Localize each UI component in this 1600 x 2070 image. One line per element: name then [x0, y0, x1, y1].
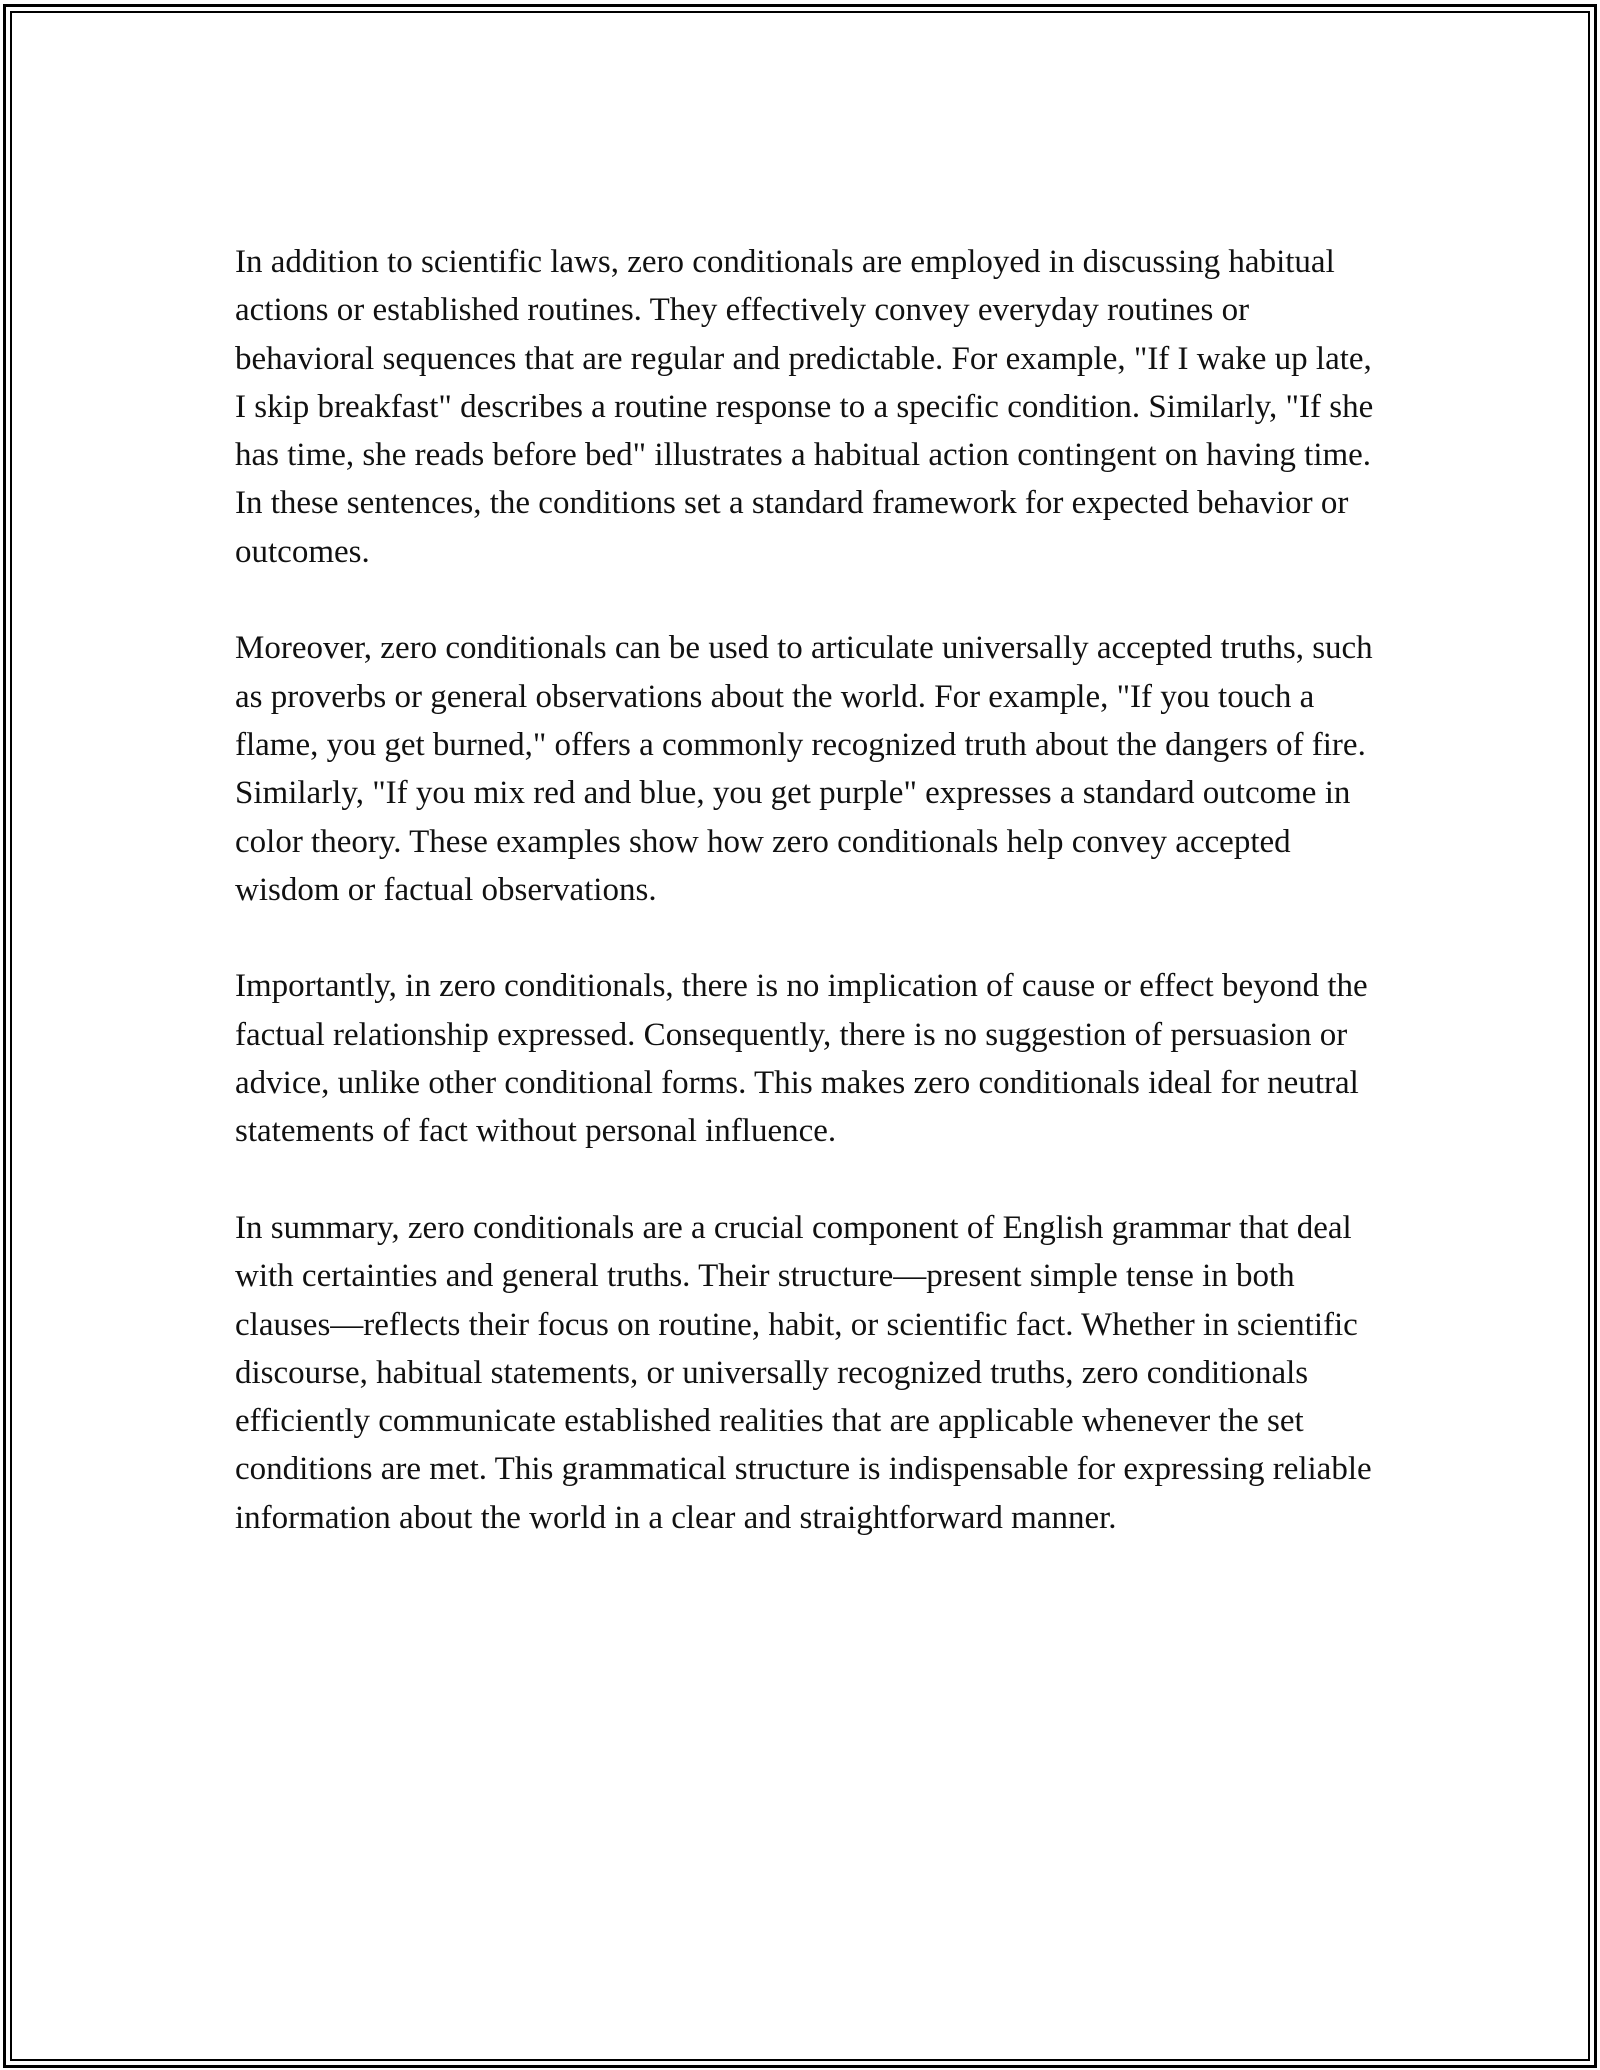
paragraph-universal-truths: Moreover, zero conditionals can be used to articulate universally accepted truths, such as proverbs or general observations about the world. For example, "If you touch a flame, you get burned," offers a commonly recognized truth about the dangers of fire. Similarly, "If you mix red and blue, you get purple" expresses a standard outcome in color theory. These examples show how zero conditionals help convey accepted wisdom or factual observations. — [235, 630, 1373, 908]
paragraph-summary: In summary, zero conditionals are a crucial component of English grammar that deal with certainties and general truths. Their structure—present simple tense in both clauses—reflects their focus on routine, habit, or scientific fact. Whether in scientific discourse, habitual statements, or universally recognized truths, zero conditionals efficiently communicate established realities that are applicable whenever the set conditions are met. This grammatical structure is indispensable for expressing reliable information about the world in a clear and straightforward manner. — [235, 1209, 1372, 1536]
document-body — [235, 238, 1380, 1590]
paragraph-habitual-actions: In addition to scientific laws, zero conditionals are employed in discussing habitual actions or established routines. They effectively convey everyday routines or behavioral sequences that are regular and predictable. For example, "If I wake up late, I skip breakfast" describes a routine response to a specific condition. Similarly, "If she has time, she reads before bed" illustrates a habitual action contingent on having time. In these sentences, the conditions set a standard framework for expected behavior or outcomes. — [235, 244, 1374, 570]
paragraph-no-implication: Importantly, in zero conditionals, there is no implication of cause or effect beyond the factual relationship expressed. Consequently, there is no suggestion of persuasion or advice, unlike other conditional forms. This makes zero conditionals ideal for neutral statements of fact without personal influence. — [235, 968, 1368, 1150]
